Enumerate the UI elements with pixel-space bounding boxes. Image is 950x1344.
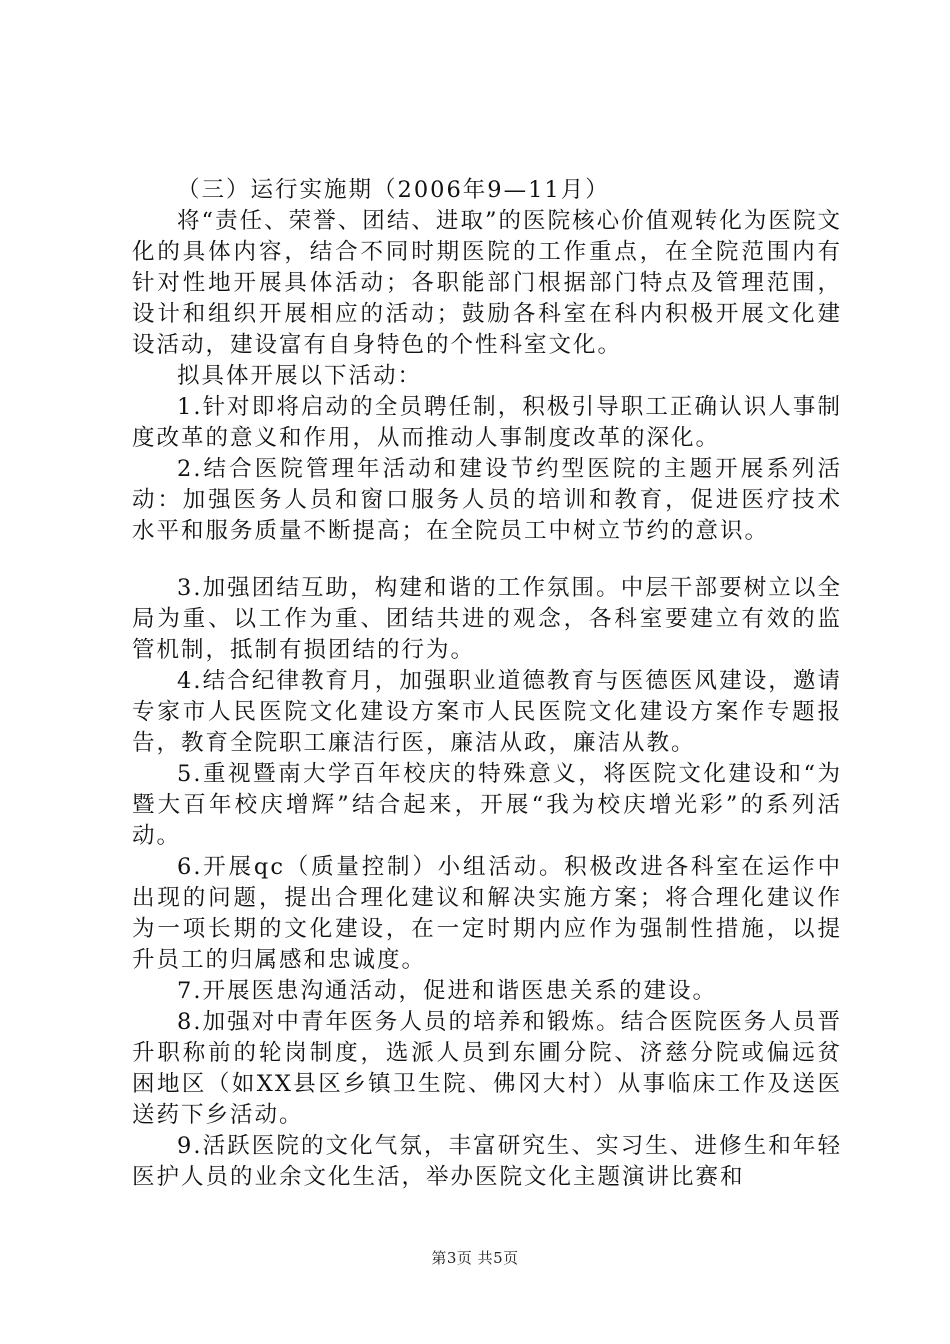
list-item: 5.重视暨南大学百年校庆的特殊意义，将医院文化建设和“为暨大百年校庆增辉”结合起来，开展“我为校庆增光彩”的系列活动。 — [132, 761, 842, 849]
list-item: 9.活跃医院的文化气氛，丰富研究生、实习生、进修生和年轻医护人员的业余文化生活，举办医院文化主题演讲比赛和 — [132, 1133, 842, 1190]
list-item: 4.结合纪律教育月，加强职业道德教育与医德医风建设，邀请专家市人民医院文化建设方案市人民医院文化建设方案作专题报告，教育全院职工廉洁行医，廉洁从政，廉洁从教。 — [132, 668, 842, 756]
section-heading: （三）运行实施期（2006年9—11月） — [177, 177, 610, 203]
body-paragraph: 拟具体开展以下活动： — [177, 363, 423, 389]
document-body — [132, 175, 842, 1193]
list-item: 2.结合医院管理年活动和建设节约型医院的主题开展系列活动：加强医务人员和窗口服务人员的培训和教育，促进医疗技术水平和服务质量不断提高；在全院员工中树立节约的意识。 — [132, 456, 842, 544]
page-footer: 第3页 共5页 — [431, 1249, 519, 1267]
list-item: 3.加强团结互助，构建和谐的工作氛围。中层干部要树立以全局为重、以工作为重、团结共进的观念，各科室要建立有效的监管机制，抵制有损团结的行为。 — [132, 575, 842, 663]
list-item: 7.开展医患沟通活动，促进和谐医患关系的建设。 — [177, 978, 717, 1004]
paragraph-spacer — [132, 547, 842, 573]
list-item: 8.加强对中青年医务人员的培养和锻炼。结合医院医务人员晋升职称前的轮岗制度，选派人员到东圃分院、济慈分院或偏远贫困地区（如XX县区乡镇卫生院、佛冈大村）从事临床工作及送医送药下乡活动。 — [132, 1009, 842, 1128]
list-item: 1.针对即将启动的全员聘任制，积极引导职工正确认识人事制度改革的意义和作用，从而推动人事制度改革的深化。 — [132, 394, 842, 451]
list-item: 6.开展qc（质量控制）小组活动。积极改进各科室在运作中出现的问题，提出合理化建议和解决实施方案；将合理化建议作为一项长期的文化建设，在一定时期内应作为强制性措施，以提升员工的归属感和忠诚度。 — [132, 854, 842, 973]
body-paragraph: 将“责任、荣誉、团结、进取”的医院核心价值观转化为医院文化的具体内容，结合不同时期医院的工作重点，在全院范围内有针对性地开展具体活动；各职能部门根据部门特点及管理范围，设计和组织开展相应的活动；鼓励各科室在科内积极开展文化建设活动，建设富有自身特色的个性科室文化。 — [132, 208, 842, 358]
